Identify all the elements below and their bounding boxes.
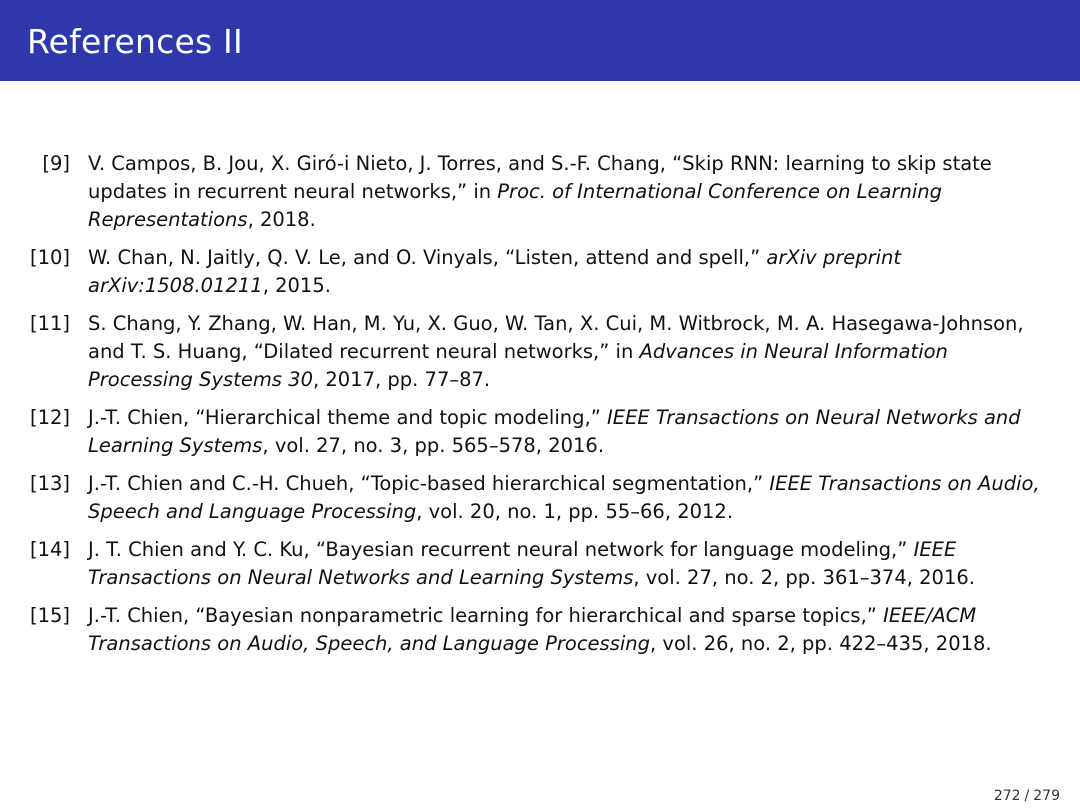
reference-authors-title: J. T. Chien and Y. C. Ku, “Bayesian recurrent neural network for language modeling,”	[88, 538, 914, 561]
reference-item	[0, 310, 1080, 394]
reference-details: , vol. 27, no. 2, pp. 361–374, 2016.	[633, 566, 975, 589]
reference-number: [14]	[29, 538, 70, 561]
reference-venue: Proc. of International Conference on Learning Representations	[88, 180, 942, 231]
reference-number: [13]	[29, 472, 70, 495]
title-bar	[0, 0, 1080, 81]
reference-authors-title: J.-T. Chien, “Bayesian nonparametric learning for hierarchical and sparse topics,”	[88, 604, 884, 627]
page-current: 272	[993, 788, 1021, 804]
reference-text	[88, 470, 1053, 526]
page-title: References II	[27, 22, 243, 61]
reference-venue: IEEE/ACM Transactions on Audio, Speech, and Language Processing	[88, 604, 977, 655]
reference-number: [9]	[42, 152, 70, 175]
reference-venue: Advances in Neural Information Processing Systems 30	[88, 340, 948, 391]
reference-authors-title: J.-T. Chien, “Hierarchical theme and topic modeling,”	[88, 406, 607, 429]
reference-number: [12]	[29, 406, 70, 429]
reference-details: , 2018.	[247, 208, 316, 231]
reference-number: [10]	[29, 246, 70, 269]
reference-text	[88, 602, 1053, 658]
reference-details: , vol. 26, no. 2, pp. 422–435, 2018.	[650, 632, 992, 655]
reference-venue: IEEE Transactions on Audio, Speech and Language Processing	[88, 472, 1040, 523]
reference-item	[0, 602, 1080, 658]
reference-details: , 2015.	[262, 274, 331, 297]
reference-venue: IEEE Transactions on Neural Networks and Learning Systems	[88, 406, 1021, 457]
reference-authors-title: S. Chang, Y. Zhang, W. Han, M. Yu, X. Guo, W. Tan, X. Cui, M. Witbrock, M. A. Hasegawa-Johnson, and T. S. Huang, “Dilated recurrent neural networks,” in	[88, 312, 1024, 363]
reference-item	[0, 244, 1080, 300]
reference-authors-title: J.-T. Chien and C.-H. Chueh, “Topic-based hierarchical segmentation,”	[88, 472, 770, 495]
reference-details: , vol. 20, no. 1, pp. 55–66, 2012.	[416, 500, 734, 523]
reference-authors-title: V. Campos, B. Jou, X. Giró-i Nieto, J. Torres, and S.-F. Chang, “Skip RNN: learning to skip state updates in recurrent neural networks,” in	[88, 152, 992, 203]
reference-authors-title: W. Chan, N. Jaitly, Q. V. Le, and O. Vinyals, “Listen, attend and spell,”	[88, 246, 767, 269]
reference-venue: IEEE Transactions on Neural Networks and Learning Systems	[88, 538, 957, 589]
reference-venue: arXiv preprint arXiv:1508.01211	[88, 246, 902, 297]
reference-list	[0, 150, 1080, 668]
reference-item	[0, 404, 1080, 460]
reference-number: [15]	[29, 604, 70, 627]
reference-details: , vol. 27, no. 3, pp. 565–578, 2016.	[262, 434, 605, 457]
reference-text	[88, 244, 1053, 300]
reference-item	[0, 150, 1080, 234]
reference-text	[88, 150, 1053, 234]
reference-text	[88, 404, 1053, 460]
reference-item	[0, 536, 1080, 592]
reference-text	[88, 310, 1053, 394]
page-total: 279	[1033, 788, 1060, 804]
reference-item	[0, 470, 1080, 526]
reference-text	[88, 536, 1053, 592]
page-separator: /	[1024, 788, 1030, 804]
page-counter	[994, 788, 1060, 804]
reference-details: , 2017, pp. 77–87.	[312, 368, 491, 391]
reference-number: [11]	[29, 312, 70, 335]
